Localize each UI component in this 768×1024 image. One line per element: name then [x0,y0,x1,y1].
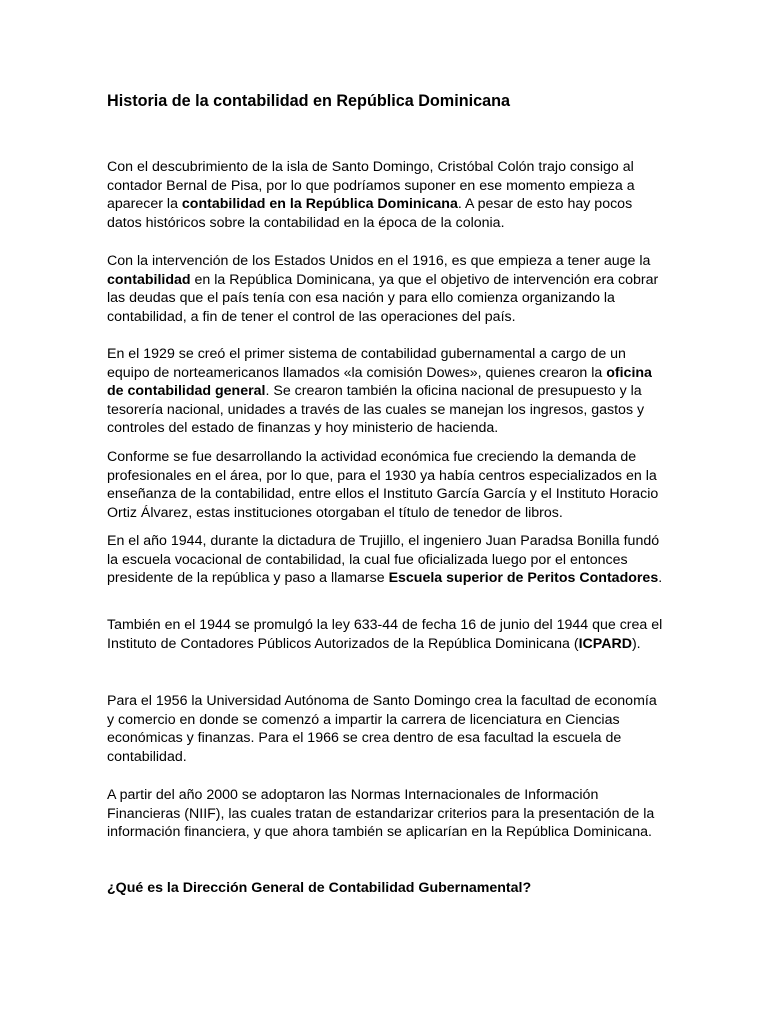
text-run: . A pesar de esto hay pocos datos históricos sobre la contabilidad en la época de la colonia. [107,196,633,231]
paragraph-1956 [107,692,667,766]
paragraph-1929 [107,345,667,438]
bold-text-run: oficina de contabilidad general [107,364,652,399]
text-run: Para el 1956 la Universidad Autónoma de Santo Domingo crea la facultad de economía y comercio en donde se comenzó a impartir la carrera de licenciatura en Ciencias económicas y finanzas. Para el 1966 se crea dentro de esa facultad la escuela de contabilidad. [107,693,657,765]
text-run: En el año 1944, durante la dictadura de Trujillo, el ingeniero Juan Paradsa Bonilla fundó la escuela vocacional de contabilidad, la cual fue oficializada luego por el entonces presidente de la república y paso a llamarse [107,533,660,586]
text-run: en la República Dominicana, ya que el objetivo de intervención era cobrar las deudas que el país tenía con esa nación y para ello comienza organizando la contabilidad, a fin de tener el control de las operaciones del país. [107,271,659,325]
text-run: También en el 1944 se promulgó la ley 633-44 de fecha 16 de junio del 1944 que crea el Instituto de Contadores Públicos Autorizados de la República Dominicana ( [107,617,663,652]
paragraph-2000 [107,786,667,842]
bold-text-run: contabilidad en la República Dominicana [181,196,458,212]
text-run: . [658,570,663,586]
paragraph-colonia [107,158,667,232]
text-run: Con la intervención de los Estados Unidos en el 1916, es que empieza a tener auge la [107,253,651,269]
document-title: Historia de la contabilidad en República Dominicana [107,92,510,110]
paragraph-1944-icpard [107,616,667,653]
bold-text-run: ICPARD [578,635,632,652]
bold-text-run: Escuela superior de Peritos Contadores [388,570,659,586]
paragraph-1930 [107,448,667,522]
paragraph-1944-escuela [107,532,667,588]
text-run: Conforme se fue desarrollando la actividad económica fue creciendo la demanda de profesionales en el área, por lo que, para el 1930 ya había centros especializados en la enseñanza de la contabilidad, entre ellos el Instituto García García y el Instituto Horacio Ortiz Álvarez, estas instituciones otorgaban el título de tenedor de libros. [107,449,659,521]
text-run: En el 1929 se creó el primer sistema de contabilidad gubernamental a cargo de un equipo de norteamericanos llamados «la comisión Dowes», quienes crearon la [107,346,626,381]
paragraph-intervencion [107,252,667,326]
text-run: . Se crearon también la oficina nacional de presupuesto y la tesorería nacional, unidades a través de las cuales se manejan los ingresos, gastos y controles del estado de finanzas y hoy ministerio de hacienda. [107,383,645,436]
section-question-heading: ¿Qué es la Dirección General de Contabilidad Gubernamental? [107,880,532,896]
text-run: ). [631,635,641,652]
text-run: Con el descubrimiento de la isla de Santo Domingo, Cristóbal Colón trajo consigo al contador Bernal de Pisa, por lo que podríamos suponer en ese momento empieza a aparecer la [107,159,635,212]
bold-text-run: contabilidad [107,271,191,288]
text-run: A partir del año 2000 se adoptaron las Normas Internacionales de Información Financieras (NIIF), las cuales tratan de estandarizar criterios para la presentación de la información financiera, y que ahora también se aplicarían en la República Dominicana. [107,787,655,840]
